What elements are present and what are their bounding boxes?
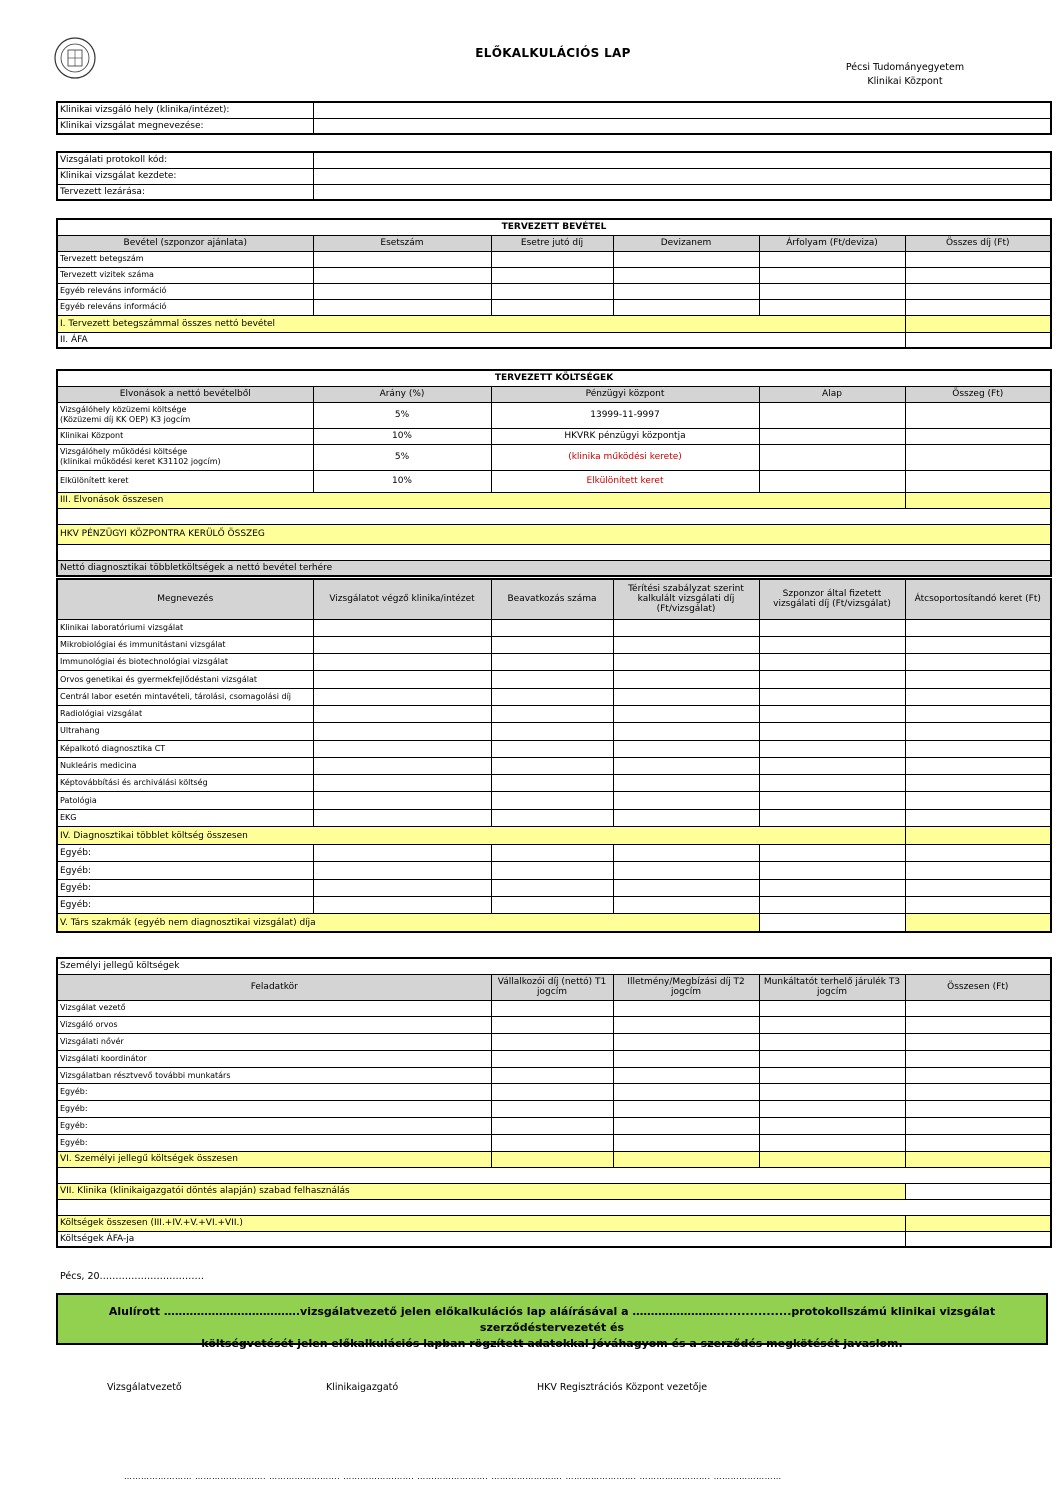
hkv-amount-label: HKV PÉNZÜGYI KÖZPONTRA KERÜLŐ ÖSSZEG: [57, 524, 1051, 544]
table-row: [57, 267, 1051, 283]
cell[interactable]: [313, 619, 491, 636]
cell[interactable]: [491, 671, 613, 688]
cell[interactable]: [905, 299, 1051, 315]
cell[interactable]: [613, 1084, 759, 1101]
column-header: Árfolyam (Ft/deviza): [759, 235, 905, 251]
column-header: Esetre jutó díj: [491, 235, 613, 251]
cell[interactable]: [905, 1118, 1051, 1135]
cell[interactable]: [905, 1034, 1051, 1051]
table-row: [57, 1000, 1051, 1017]
cell[interactable]: [759, 862, 905, 879]
cell[interactable]: [491, 299, 613, 315]
row-label: Vizsgálat vezető: [57, 1000, 491, 1017]
ratio-cell: 10%: [313, 470, 491, 492]
field-value[interactable]: [313, 102, 1051, 118]
cell[interactable]: [759, 775, 905, 792]
table-row: [57, 1067, 1051, 1084]
cell[interactable]: [313, 775, 491, 792]
column-header: Bevétel (szponzor ajánlata): [57, 235, 313, 251]
cell[interactable]: [491, 740, 613, 757]
cell[interactable]: [905, 619, 1051, 636]
row-label: Vizsgáló orvos: [57, 1017, 491, 1034]
center-cell: 13999-11-9997: [491, 402, 759, 428]
cell[interactable]: [905, 444, 1051, 470]
cell[interactable]: [491, 896, 613, 913]
cell[interactable]: [613, 1134, 759, 1151]
cell[interactable]: [759, 299, 905, 315]
table-row: [57, 428, 1051, 444]
row-label: Patológia: [57, 792, 313, 809]
row-label: Vizsgálati nővér: [57, 1034, 491, 1051]
center-cell: Elkülönített keret: [491, 470, 759, 492]
cell[interactable]: [613, 862, 759, 879]
cell[interactable]: [313, 792, 491, 809]
table-row: [57, 862, 1051, 879]
field-label: Klinikai vizsgálat kezdete:: [57, 168, 313, 184]
cell[interactable]: [491, 757, 613, 774]
clinic-free-use-value[interactable]: [905, 1183, 1051, 1199]
table-row: [57, 470, 1051, 492]
table-row: [57, 1118, 1051, 1135]
column-header: Szponzor által fizetett vizsgálati díj (Ft/vizsgálat): [759, 579, 905, 619]
center-cell: (klinika működési kerete): [491, 444, 759, 470]
cell[interactable]: [905, 636, 1051, 653]
cell[interactable]: [905, 402, 1051, 428]
cell[interactable]: [905, 792, 1051, 809]
signature-lines: …………………… ……………………. ……………………. ……………………. ……………………. ……………………. ……………………. ……………………. ……………………: [124, 1472, 782, 1481]
cell[interactable]: [491, 1101, 613, 1118]
cell[interactable]: [905, 740, 1051, 757]
cell[interactable]: [613, 757, 759, 774]
cell[interactable]: [759, 1151, 905, 1167]
diagnostics-total-value[interactable]: [905, 827, 1051, 845]
costs-total-value[interactable]: [905, 1215, 1051, 1231]
field-label: Klinikai vizsgálat megnevezése:: [57, 118, 313, 134]
cell[interactable]: [491, 775, 613, 792]
deductions-total-label: III. Elvonások összesen: [57, 492, 905, 508]
cell[interactable]: [491, 1067, 613, 1084]
cell[interactable]: [905, 896, 1051, 913]
table-row: [57, 775, 1051, 792]
table-row: [57, 251, 1051, 267]
cell[interactable]: [759, 1034, 905, 1051]
cell[interactable]: [905, 757, 1051, 774]
cell[interactable]: [613, 671, 759, 688]
cell[interactable]: [313, 636, 491, 653]
row-label: Egyéb releváns információ: [57, 299, 313, 315]
table-row: [57, 283, 1051, 299]
cell[interactable]: [613, 775, 759, 792]
diagnostics-table: [56, 578, 1052, 933]
table-row: [57, 705, 1051, 722]
cell[interactable]: [905, 267, 1051, 283]
column-header: Vizsgálatot végző klinika/intézet: [313, 579, 491, 619]
cell[interactable]: [313, 267, 491, 283]
costs-vat-label: Költségek ÁFA-ja: [57, 1231, 905, 1247]
table-row: [57, 444, 1051, 470]
cell[interactable]: [313, 879, 491, 896]
cell[interactable]: [759, 705, 905, 722]
cell[interactable]: [613, 688, 759, 705]
section-title: TERVEZETT KÖLTSÉGEK: [57, 370, 1051, 386]
cell[interactable]: [613, 1034, 759, 1051]
cell[interactable]: [613, 619, 759, 636]
cell[interactable]: [905, 428, 1051, 444]
field-label: Vizsgálati protokoll kód:: [57, 152, 313, 168]
page-title: ELŐKALKULÁCIÓS LAP: [475, 46, 631, 60]
table-row: [57, 1050, 1051, 1067]
cell[interactable]: [613, 267, 759, 283]
field-label: Klinikai vizsgáló hely (klinika/intézet):: [57, 102, 313, 118]
deductions-total-value[interactable]: [905, 492, 1051, 508]
row-label: Tervezett betegszám: [57, 251, 313, 267]
cell[interactable]: [759, 636, 905, 653]
row-label: Egyéb:: [57, 845, 313, 862]
column-header: Vállalkozói díj (nettó) T1 jogcím: [491, 974, 613, 1000]
cell[interactable]: [613, 705, 759, 722]
cell[interactable]: [613, 654, 759, 671]
cell[interactable]: [905, 1134, 1051, 1151]
cell[interactable]: [759, 914, 905, 932]
row-label: Immunológiai és biotechnológiai vizsgálat: [57, 654, 313, 671]
column-header: Összes díj (Ft): [905, 235, 1051, 251]
cell[interactable]: [759, 1017, 905, 1034]
cell[interactable]: [491, 1084, 613, 1101]
row-label: Vizsgálati koordinátor: [57, 1050, 491, 1067]
cell[interactable]: [905, 1017, 1051, 1034]
personnel-total-label: VI. Személyi jellegű költségek összesen: [57, 1151, 491, 1167]
cell[interactable]: [759, 1134, 905, 1151]
diagnostics-heading: Nettó diagnosztikai többletköltségek a nettó bevétel terhére: [57, 560, 1051, 576]
cell[interactable]: [759, 402, 905, 428]
cell[interactable]: [313, 705, 491, 722]
cell[interactable]: [313, 723, 491, 740]
cell[interactable]: [905, 470, 1051, 492]
cell[interactable]: [759, 757, 905, 774]
cell[interactable]: [613, 1000, 759, 1017]
cell[interactable]: [491, 654, 613, 671]
cell[interactable]: [613, 1050, 759, 1067]
row-label: Egyéb:: [57, 1084, 491, 1101]
institution-unit: Klinikai Központ: [867, 76, 943, 87]
table-row: [57, 809, 1051, 826]
row-label: Egyéb:: [57, 1134, 491, 1151]
row-label: Egyéb:: [57, 896, 313, 913]
cell[interactable]: [905, 1050, 1051, 1067]
center-cell: HKVRK pénzügyi központja: [491, 428, 759, 444]
income-total-value[interactable]: [905, 315, 1051, 332]
row-label: Egyéb releváns információ: [57, 283, 313, 299]
table-row: [57, 879, 1051, 896]
cell[interactable]: [491, 688, 613, 705]
cell[interactable]: [491, 1134, 613, 1151]
table-row: [57, 619, 1051, 636]
cell[interactable]: [491, 251, 613, 267]
table-row: [57, 654, 1051, 671]
column-header: Beavatkozás száma: [491, 579, 613, 619]
cell[interactable]: [491, 267, 613, 283]
approval-statement: [56, 1293, 1048, 1350]
cell[interactable]: [759, 251, 905, 267]
cell[interactable]: [759, 792, 905, 809]
cell[interactable]: [905, 251, 1051, 267]
vat-label: II. ÁFA: [57, 332, 905, 348]
cell[interactable]: [491, 1034, 613, 1051]
cell[interactable]: [905, 1101, 1051, 1118]
field-value[interactable]: [313, 118, 1051, 134]
cell[interactable]: [905, 775, 1051, 792]
cell[interactable]: [491, 283, 613, 299]
cell[interactable]: [759, 428, 905, 444]
cell[interactable]: [491, 636, 613, 653]
row-label: Tervezett vizitek száma: [57, 267, 313, 283]
statement-line: Alulírott ……………………………….vizsgálatvezető jelen előkalkulációs lap aláírásával a …………………….................protokollszámú klinikai vizsgálat szerződéstervezetét és: [108, 1305, 996, 1334]
cell[interactable]: [759, 619, 905, 636]
field-value[interactable]: [313, 168, 1051, 184]
row-label: Egyéb:: [57, 1118, 491, 1135]
table-row: [57, 1101, 1051, 1118]
table-row: [57, 1084, 1051, 1101]
cell[interactable]: [759, 1050, 905, 1067]
cell[interactable]: [759, 809, 905, 826]
row-label: Képtovábbítási és archiválási költség: [57, 775, 313, 792]
field-value[interactable]: [313, 184, 1051, 200]
signature-label-investigator: Vizsgálatvezető: [107, 1382, 182, 1393]
cell[interactable]: [613, 896, 759, 913]
cell[interactable]: [613, 636, 759, 653]
income-total-label: I. Tervezett betegszámmal összes nettó bevétel: [57, 315, 905, 332]
cell[interactable]: [613, 723, 759, 740]
cell[interactable]: [491, 1050, 613, 1067]
institution-name: Pécsi Tudományegyetem: [845, 62, 965, 73]
cell[interactable]: [759, 1101, 905, 1118]
cell[interactable]: [905, 809, 1051, 826]
cell[interactable]: [491, 1000, 613, 1017]
cell[interactable]: [313, 299, 491, 315]
cell[interactable]: [905, 705, 1051, 722]
table-row: [57, 723, 1051, 740]
table-row: [57, 896, 1051, 913]
row-label: Ultrahang: [57, 723, 313, 740]
cell[interactable]: [613, 1118, 759, 1135]
column-header: Alap: [759, 386, 905, 402]
cell[interactable]: [759, 470, 905, 492]
row-label: Egyéb:: [57, 862, 313, 879]
row-label: Egyéb:: [57, 1101, 491, 1118]
table-row: [57, 757, 1051, 774]
general-info-table: [56, 101, 1052, 135]
cell[interactable]: [905, 1000, 1051, 1017]
column-header: Illetmény/Megbízási díj T2 jogcím: [613, 974, 759, 1000]
row-sublabel: (klinikai működési keret K31102 jogcím): [60, 457, 221, 466]
row-label: Vizsgálatban résztvevő további munkatárs: [57, 1067, 491, 1084]
cell[interactable]: [613, 1101, 759, 1118]
cell[interactable]: [613, 1151, 759, 1167]
row-label: EKG: [57, 809, 313, 826]
column-header: Feladatkör: [57, 974, 491, 1000]
costs-vat-value[interactable]: [905, 1231, 1051, 1247]
table-row: [57, 792, 1051, 809]
cell[interactable]: [905, 1151, 1051, 1167]
cell[interactable]: [491, 792, 613, 809]
column-header: Összesen (Ft): [905, 974, 1051, 1000]
row-label: Képalkotó diagnosztika CT: [57, 740, 313, 757]
column-header: Munkáltatót terhelő járulék T3 jogcím: [759, 974, 905, 1000]
column-header: Esetszám: [313, 235, 491, 251]
row-label: Elkülönített keret: [57, 470, 313, 492]
table-row: [57, 1134, 1051, 1151]
column-header: Devizanem: [613, 235, 759, 251]
field-value[interactable]: [313, 152, 1051, 168]
vat-value[interactable]: [905, 332, 1051, 348]
cell[interactable]: [313, 757, 491, 774]
cell[interactable]: [491, 1151, 613, 1167]
clinic-free-use-label: VII. Klinika (klinikaigazgatói döntés alapján) szabad felhasználás: [57, 1183, 905, 1199]
row-label: Radiológiai vizsgálat: [57, 705, 313, 722]
table-row: [57, 740, 1051, 757]
cell[interactable]: [491, 862, 613, 879]
column-header: Térítési szabályzat szerint kalkulált vizsgálati díj (Ft/vizsgálat): [613, 579, 759, 619]
cell[interactable]: [313, 862, 491, 879]
partner-total-value[interactable]: [905, 914, 1051, 932]
cell[interactable]: [759, 654, 905, 671]
cell[interactable]: [759, 1118, 905, 1135]
table-row: [57, 845, 1051, 862]
cell[interactable]: [905, 862, 1051, 879]
cell[interactable]: [613, 809, 759, 826]
cell[interactable]: [759, 740, 905, 757]
cell[interactable]: [905, 283, 1051, 299]
cell[interactable]: [905, 845, 1051, 862]
cell[interactable]: [491, 845, 613, 862]
partner-total-label: V. Társ szakmák (egyéb nem diagnosztikai vizsgálat) díja: [57, 914, 759, 932]
cell[interactable]: [491, 1017, 613, 1034]
diagnostics-total-label: IV. Diagnosztikai többlet költség összesen: [57, 827, 905, 845]
cell[interactable]: [613, 251, 759, 267]
cell[interactable]: [491, 1118, 613, 1135]
cell[interactable]: [313, 654, 491, 671]
cell[interactable]: [491, 619, 613, 636]
cell[interactable]: [905, 723, 1051, 740]
cell[interactable]: [759, 688, 905, 705]
cell[interactable]: [613, 792, 759, 809]
cell[interactable]: [759, 845, 905, 862]
cell[interactable]: [613, 879, 759, 896]
cell[interactable]: [905, 879, 1051, 896]
row-sublabel: (Közüzemi díj KK OEP) K3 jogcím: [60, 415, 191, 424]
row-label: Egyéb:: [57, 879, 313, 896]
column-header: Pénzügyi központ: [491, 386, 759, 402]
cell[interactable]: [759, 444, 905, 470]
row-label: Centrál labor esetén mintavételi, tárolási, csomagolási díj: [57, 688, 313, 705]
cell[interactable]: [613, 299, 759, 315]
cell[interactable]: [313, 740, 491, 757]
cell[interactable]: [313, 283, 491, 299]
section-title: TERVEZETT BEVÉTEL: [57, 219, 1051, 235]
cell[interactable]: [313, 845, 491, 862]
table-row: [57, 402, 1051, 428]
personnel-table: [56, 957, 1052, 1248]
cell[interactable]: [313, 688, 491, 705]
field-label: Tervezett lezárása:: [57, 184, 313, 200]
cell[interactable]: [759, 896, 905, 913]
table-row: [57, 1017, 1051, 1034]
cell[interactable]: [613, 283, 759, 299]
costs-table: [56, 369, 1052, 577]
cell[interactable]: [313, 896, 491, 913]
cell[interactable]: [905, 1084, 1051, 1101]
signature-label-director: Klinikaigazgató: [326, 1382, 399, 1393]
table-row: [57, 671, 1051, 688]
cell[interactable]: [313, 251, 491, 267]
signature-label-registration: HKV Regisztrációs Központ vezetője: [537, 1382, 708, 1393]
cell[interactable]: [759, 723, 905, 740]
ratio-cell: 10%: [313, 428, 491, 444]
cell[interactable]: [759, 1000, 905, 1017]
protocol-table: [56, 151, 1052, 201]
column-header: Átcsoportosítandó keret (Ft): [905, 579, 1051, 619]
costs-total-label: Költségek összesen (III.+IV.+V.+VI.+VII.): [57, 1215, 905, 1231]
column-header: Megnevezés: [57, 579, 313, 619]
cell[interactable]: [759, 1084, 905, 1101]
row-label: Orvos genetikai és gyermekfejlődéstani vizsgálat: [57, 671, 313, 688]
cell[interactable]: [491, 809, 613, 826]
row-label: Mikrobiológiai és immunitástani vizsgálat: [57, 636, 313, 653]
ratio-cell: 5%: [313, 444, 491, 470]
cell[interactable]: [613, 1067, 759, 1084]
cell[interactable]: [613, 740, 759, 757]
row-label: Vizsgálóhely közüzemi költsége: [60, 405, 187, 414]
column-header: Összeg (Ft): [905, 386, 1051, 402]
place-date: Pécs, 20……………………………: [60, 1271, 205, 1282]
cell[interactable]: [905, 1067, 1051, 1084]
cell[interactable]: [905, 671, 1051, 688]
cell[interactable]: [313, 809, 491, 826]
cell[interactable]: [491, 879, 613, 896]
cell[interactable]: [613, 1017, 759, 1034]
cell[interactable]: [313, 671, 491, 688]
table-row: [57, 1034, 1051, 1051]
row-label: Nukleáris medicina: [57, 757, 313, 774]
ratio-cell: 5%: [313, 402, 491, 428]
column-header: Arány (%): [313, 386, 491, 402]
cell[interactable]: [759, 671, 905, 688]
income-table: [56, 218, 1052, 349]
statement-line: költségvetését jelen előkalkulációs lapban rögzített adatokkal jóváhagyom és a szerződés megkötését javaslom.: [201, 1337, 903, 1350]
cell[interactable]: [613, 845, 759, 862]
cell[interactable]: [759, 267, 905, 283]
cell[interactable]: [491, 723, 613, 740]
row-label: Vizsgálóhely működési költsége: [60, 447, 188, 456]
cell[interactable]: [759, 879, 905, 896]
cell[interactable]: [759, 283, 905, 299]
cell[interactable]: [905, 688, 1051, 705]
row-label: Klinikai laboratóriumi vizsgálat: [57, 619, 313, 636]
column-header: Elvonások a nettó bevételből: [57, 386, 313, 402]
table-row: [57, 636, 1051, 653]
row-label: Klinikai Központ: [57, 428, 313, 444]
personnel-heading: Személyi jellegű költségek: [57, 958, 1051, 974]
cell[interactable]: [905, 654, 1051, 671]
table-row: [57, 299, 1051, 315]
cell[interactable]: [491, 705, 613, 722]
cell[interactable]: [759, 1067, 905, 1084]
table-row: [57, 688, 1051, 705]
